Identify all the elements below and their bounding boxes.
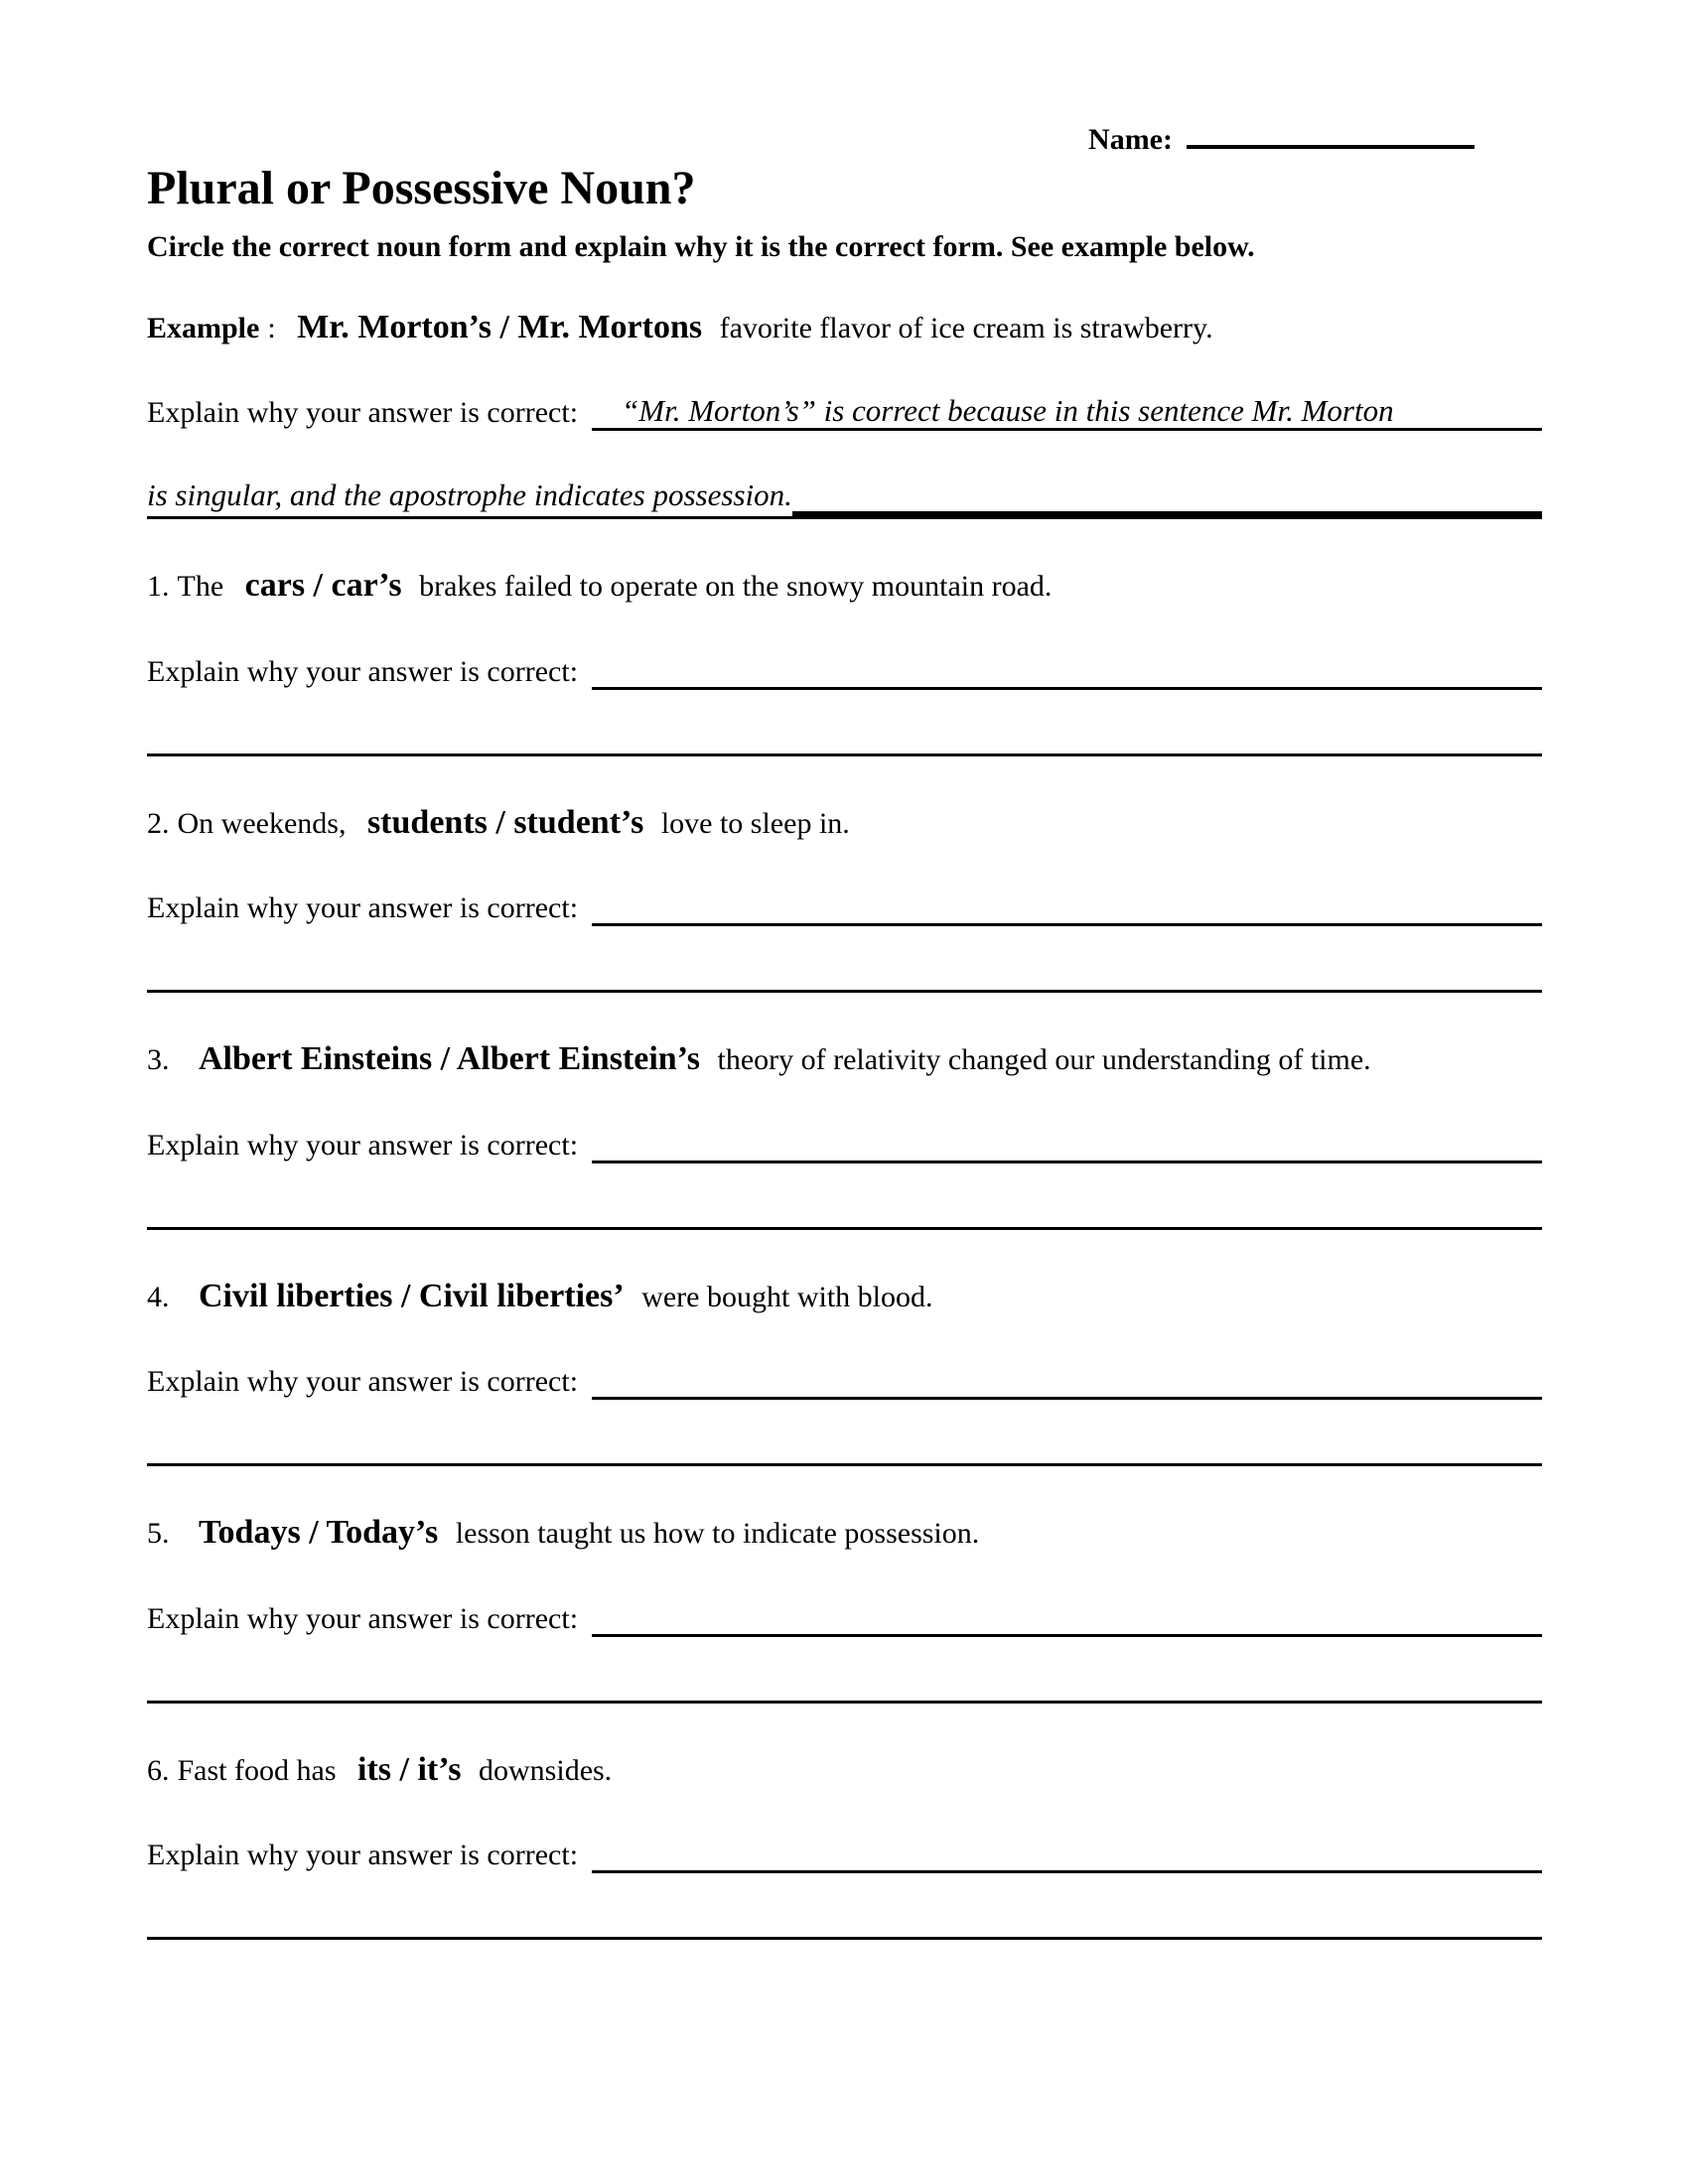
- section-divider-line: [147, 1227, 1542, 1230]
- question-post-text: were bought with blood.: [641, 1280, 933, 1313]
- question-sentence: [147, 1512, 1542, 1555]
- explain-row: [147, 1123, 1542, 1163]
- example-colon: :: [267, 311, 276, 344]
- question-block-6: [147, 1749, 1542, 1941]
- question-sentence: [147, 1276, 1542, 1318]
- section-divider-line: [147, 1937, 1542, 1940]
- explain-label: Explain why your answer is correct:: [147, 396, 579, 430]
- question-number: 4.: [147, 1280, 170, 1313]
- answer-blank-line: [592, 1596, 1542, 1637]
- page-title: Plural or Possessive Noun?: [147, 162, 696, 214]
- example-choices: Mr. Morton’s / Mr. Mortons: [297, 308, 703, 345]
- question-number: 1.: [147, 570, 170, 604]
- explain-label: Explain why your answer is correct:: [147, 1601, 579, 1635]
- question-block-1: [147, 565, 1542, 756]
- question-sentence: [147, 802, 1542, 845]
- question-sentence: [147, 1038, 1542, 1081]
- explain-row: [147, 1359, 1542, 1400]
- question-post-text: lesson taught us how to indicate possession.: [455, 1517, 980, 1551]
- question-choices: its / it’s: [357, 1750, 462, 1788]
- question-pre-text: On weekends,: [177, 806, 347, 840]
- question-pre-text: The: [177, 570, 224, 604]
- question-post-text: love to sleep in.: [660, 806, 850, 840]
- section-divider-line: [147, 1463, 1542, 1466]
- name-row: [147, 117, 1475, 157]
- example-label: Example: [147, 311, 260, 344]
- question-block-4: [147, 1276, 1542, 1467]
- name-label: Name:: [1088, 123, 1173, 156]
- question-choices: Albert Einsteins / Albert Einstein’s: [199, 1040, 700, 1078]
- question-block-3: [147, 1038, 1542, 1230]
- answer-blank-line: [592, 1123, 1542, 1163]
- example-sentence: [147, 307, 1542, 349]
- question-post-text: brakes failed to operate on the snowy mountain road.: [419, 570, 1053, 604]
- question-choices: cars / car’s: [244, 567, 402, 605]
- question-sentence: [147, 1749, 1542, 1792]
- answer-blank-line: [592, 886, 1542, 926]
- answer-blank-line: [592, 649, 1542, 690]
- example-explain-row: [147, 390, 1542, 431]
- question-pre-text: Fast food has: [177, 1753, 337, 1787]
- explain-label: Explain why your answer is correct:: [147, 1365, 579, 1399]
- section-divider-line: [147, 990, 1542, 993]
- explain-row: [147, 649, 1542, 690]
- example-answer-line-1-blank: [592, 390, 1542, 431]
- question-number: 6.: [147, 1753, 170, 1787]
- question-post-text: downsides.: [479, 1753, 613, 1787]
- example-sentence-rest: favorite flavor of ice cream is strawberry.: [719, 311, 1213, 344]
- question-sentence: [147, 565, 1542, 608]
- explain-label: Explain why your answer is correct:: [147, 891, 579, 925]
- question-choices: Todays / Today’s: [199, 1514, 439, 1552]
- explain-label: Explain why your answer is correct:: [147, 1128, 579, 1161]
- explain-row: [147, 886, 1542, 926]
- question-block-2: [147, 802, 1542, 994]
- question-choices: students / student’s: [366, 803, 644, 841]
- explain-label: Explain why your answer is correct:: [147, 654, 579, 688]
- explain-label: Explain why your answer is correct:: [147, 1839, 579, 1872]
- example-answer-line-2-row: [147, 477, 1542, 519]
- answer-blank-line: [592, 1359, 1542, 1400]
- section-divider-line: [147, 753, 1542, 756]
- answer-blank-line: [592, 1833, 1542, 1873]
- question-choices: Civil liberties / Civil liberties’: [199, 1277, 625, 1314]
- instructions-text: Circle the correct noun form and explain why it is the correct form. See example below.: [147, 229, 1255, 263]
- explain-row: [147, 1596, 1542, 1637]
- question-post-text: theory of relativity changed our understanding of time.: [717, 1043, 1371, 1077]
- question-number: 2.: [147, 806, 170, 840]
- example-answer-line-1: “Mr. Morton’s” is correct because in this sentence Mr. Morton: [622, 393, 1394, 429]
- example-answer-line-2: is singular, and the apostrophe indicates possession.: [147, 477, 792, 519]
- question-number: 5.: [147, 1517, 170, 1551]
- example-block: [147, 307, 1542, 520]
- answer-continuation-line: [792, 511, 1542, 519]
- section-divider-line: [147, 1701, 1542, 1704]
- explain-row: [147, 1833, 1542, 1873]
- question-number: 3.: [147, 1043, 170, 1077]
- name-blank-line: [1187, 117, 1475, 149]
- question-block-5: [147, 1512, 1542, 1704]
